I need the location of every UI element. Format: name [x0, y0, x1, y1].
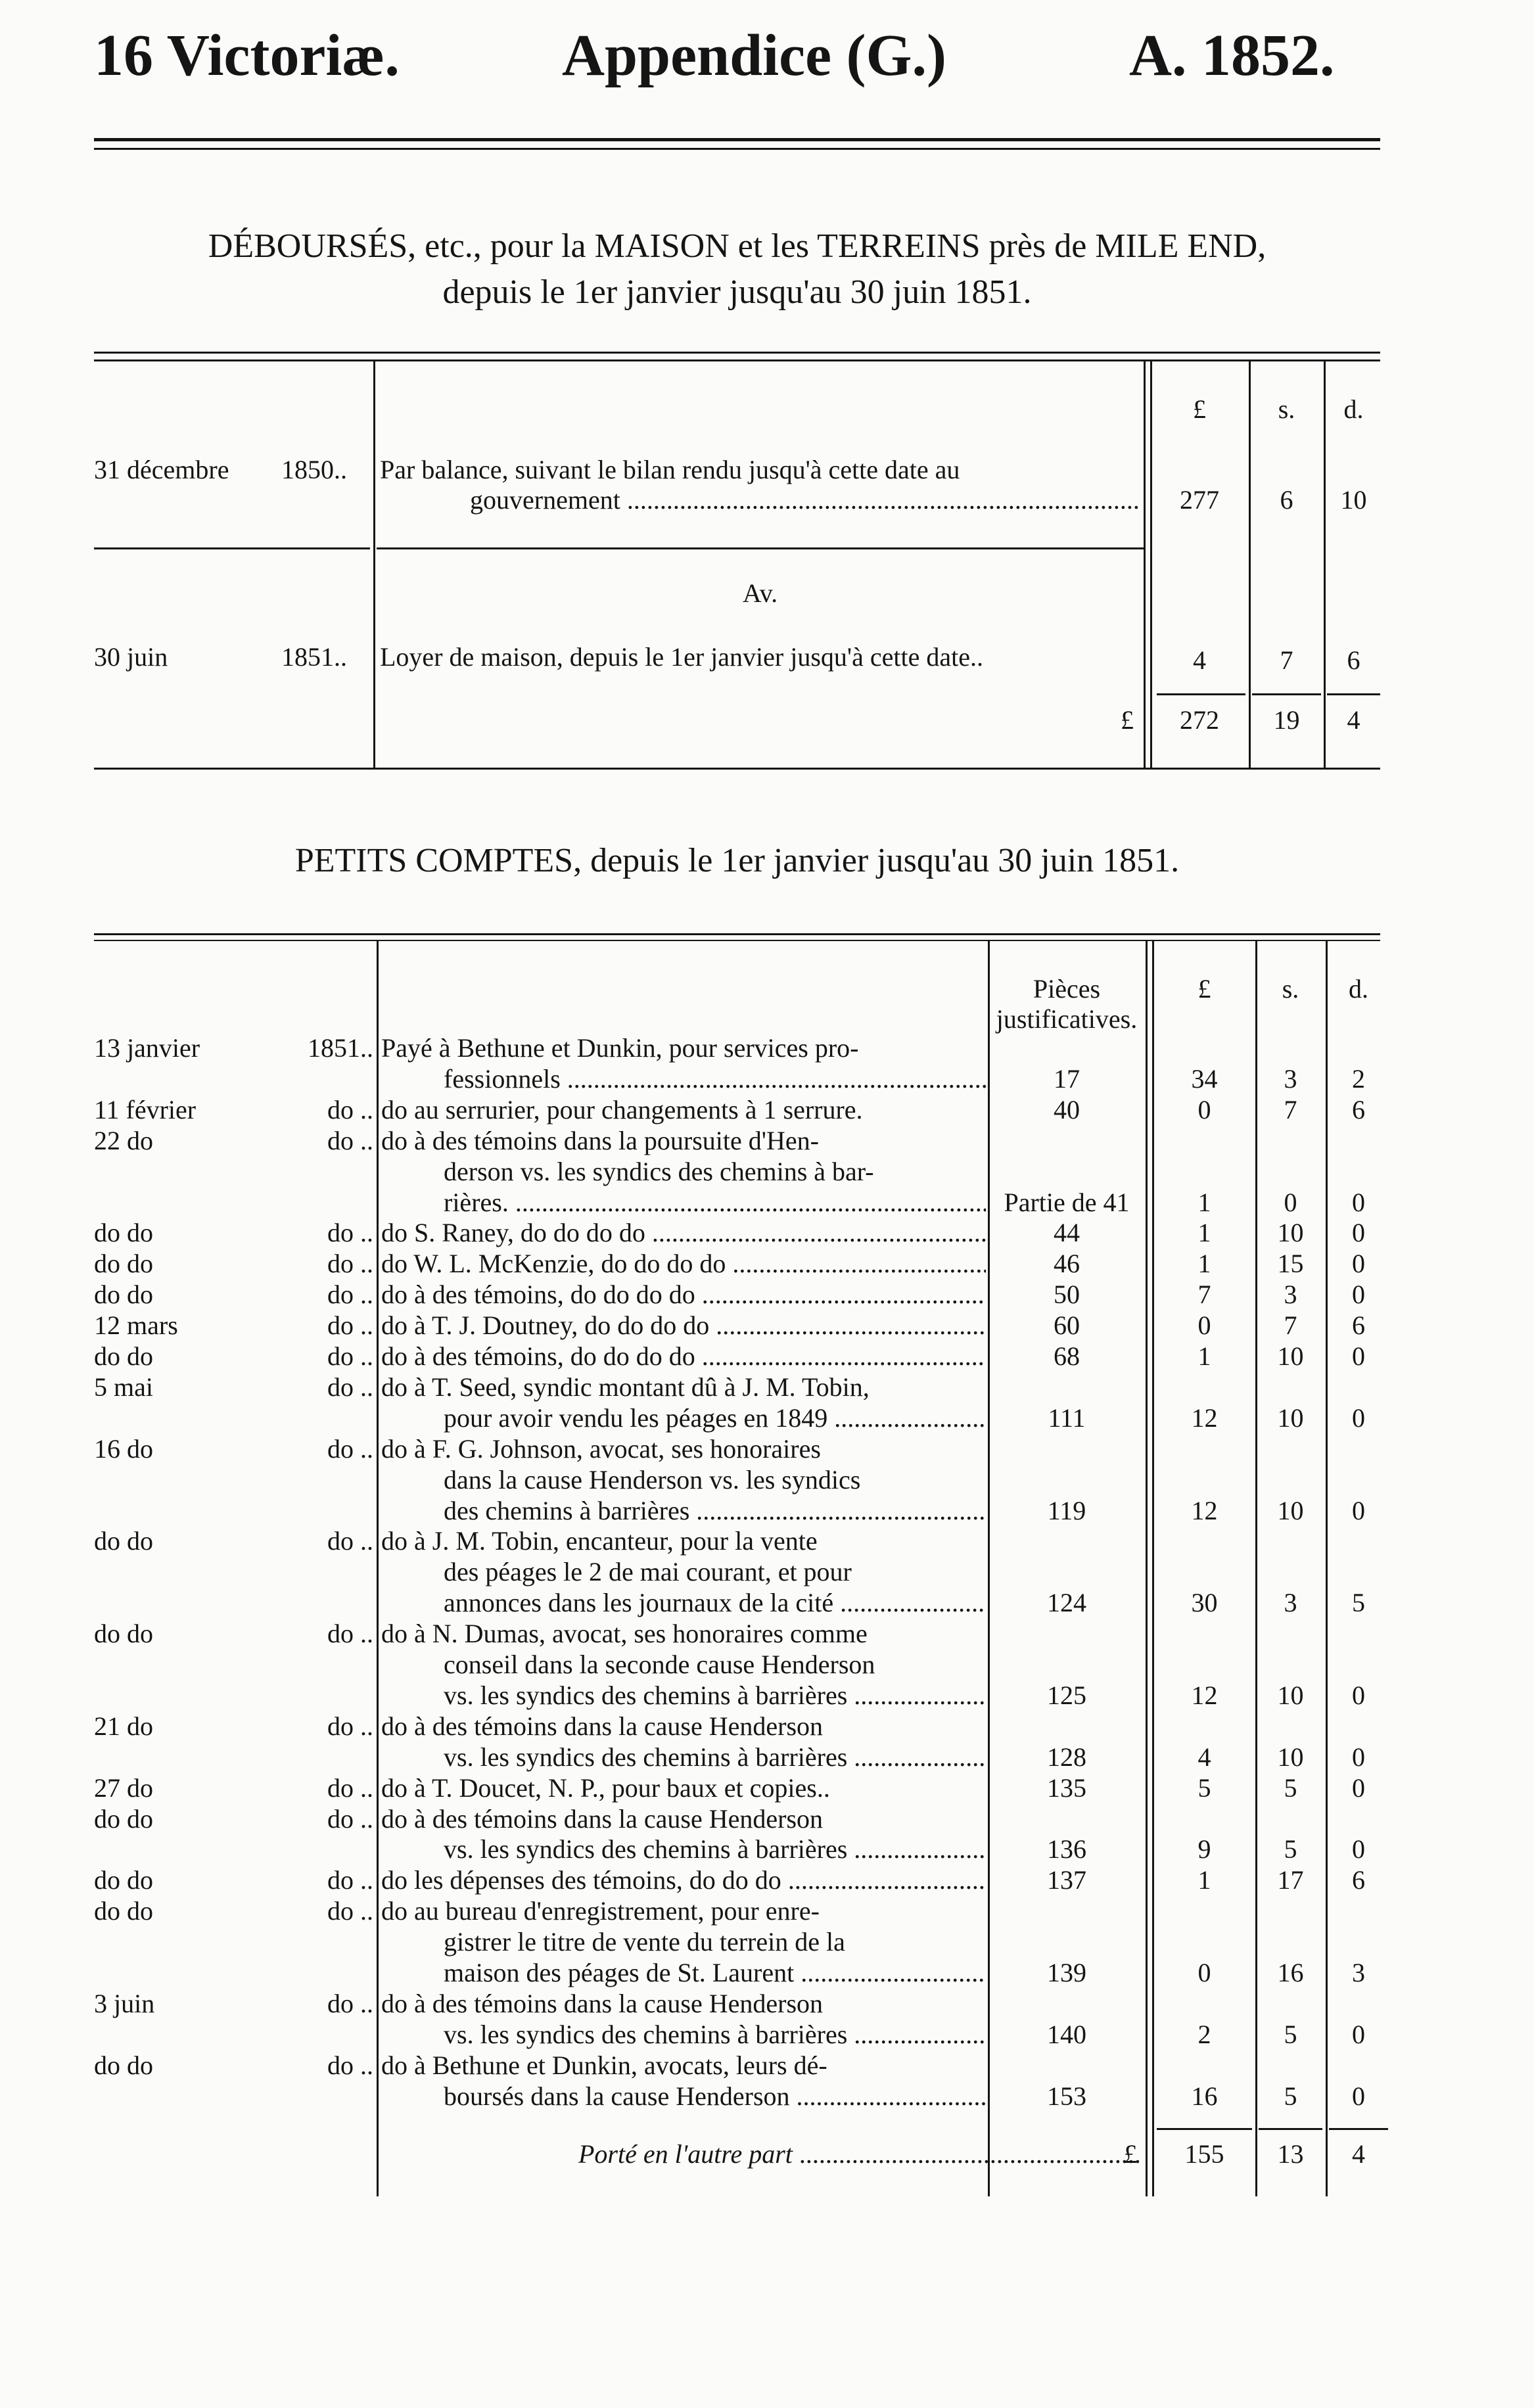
- entry-pound: 1: [1197, 1865, 1211, 1895]
- entry-desc-line: pour avoir vendu les péages en 1849 .....: [444, 1403, 986, 1434]
- sum-line-pound: [1157, 693, 1245, 695]
- row1-date: 31 décembre: [94, 455, 229, 484]
- entry-d: 0: [1352, 1249, 1365, 1279]
- entry-desc-line: do à Bethune et Dunkin, avocats, leurs dé-: [381, 2050, 827, 2080]
- col-pieces-header: Pièces justificatives.: [996, 974, 1138, 1034]
- entry-year: do ..: [327, 1372, 373, 1402]
- total-currency: £: [1121, 705, 1134, 735]
- entry-piece: 124: [1047, 1588, 1086, 1618]
- section2-title: PETITS COMPTES, depuis le 1er janvier jusqu'au 30 juin 1851.: [294, 842, 1180, 879]
- entry-date: do do: [94, 1865, 153, 1895]
- entry-pound: 1: [1197, 1218, 1211, 1248]
- entry-year: do ..: [327, 1865, 373, 1895]
- entry-year: do ..: [327, 2050, 373, 2080]
- entry-pound: 0: [1197, 1094, 1211, 1124]
- entry-pound: 30: [1191, 1588, 1218, 1618]
- entry-s: 5: [1284, 1834, 1297, 1864]
- table1-col-pound: [1249, 361, 1251, 768]
- col2-s-header: s.: [1282, 974, 1299, 1004]
- table2-col-pieces: [1146, 941, 1148, 2196]
- entry-desc-line: do S. Raney, do do do do .....: [381, 1218, 986, 1249]
- entry-date: do do: [94, 2050, 153, 2080]
- entry-date: do do: [94, 1341, 153, 1371]
- entry-year: do ..: [327, 1619, 373, 1649]
- entry-piece: 46: [1054, 1249, 1080, 1279]
- entry-s: 3: [1284, 1588, 1297, 1618]
- entry-desc-line: des péages le 2 de mai courant, et pour: [444, 1557, 852, 1587]
- entry-desc-line: Payé à Bethune et Dunkin, pour services pro-: [381, 1033, 859, 1063]
- entry-desc-line: vs. les syndics des chemins à barrières .....: [444, 1680, 986, 1711]
- entry-year: do ..: [327, 1896, 373, 1926]
- entry-pound: 0: [1197, 1310, 1211, 1341]
- entry-s: 5: [1284, 2081, 1297, 2111]
- total-d: 4: [1347, 705, 1360, 735]
- entry-year: do ..: [327, 1310, 373, 1341]
- entry-pound: 5: [1197, 1772, 1211, 1803]
- entry-d: 2: [1352, 1063, 1365, 1094]
- entry-s: 10: [1277, 1680, 1304, 1710]
- entry-desc-line: des chemins à barrières .....: [444, 1496, 986, 1527]
- sum-line-d: [1327, 693, 1380, 695]
- entry-s: 10: [1277, 1341, 1304, 1371]
- row1-d: 10: [1340, 485, 1367, 515]
- row2-d: 6: [1347, 645, 1360, 675]
- entry-date: 22 do: [94, 1125, 153, 1155]
- entry-d: 3: [1352, 1958, 1365, 1987]
- carried-label: Porté en l'autre part .....: [407, 2139, 1142, 2169]
- entry-date: do do: [94, 1803, 153, 1834]
- row1-desc-cont: gouvernement .....: [470, 485, 1140, 515]
- row2-year: 1851..: [281, 642, 347, 672]
- entry-pound: 7: [1197, 1280, 1211, 1310]
- entry-desc-line: do au serrurier, pour changements à 1 serrure.: [381, 1094, 863, 1124]
- entry-pound: 0: [1197, 1958, 1211, 1987]
- header-center: Appendice (G.): [562, 23, 946, 88]
- carried-d: 4: [1352, 2139, 1365, 2169]
- entry-d: 5: [1352, 1588, 1365, 1618]
- row2-desc: Loyer de maison, depuis le 1er janvier jusqu'à cette date..: [380, 642, 983, 672]
- entry-pound: 12: [1191, 1680, 1218, 1710]
- row1-desc: Par balance, suivant le bilan rendu jusqu'à cette date au: [380, 455, 960, 484]
- entry-s: 10: [1277, 1218, 1304, 1248]
- entry-s: 5: [1284, 2019, 1297, 2049]
- entry-s: 3: [1284, 1280, 1297, 1310]
- entry-d: 0: [1352, 1834, 1365, 1864]
- carried-currency: £: [1124, 2139, 1137, 2169]
- entry-piece: 68: [1054, 1341, 1080, 1371]
- entry-desc-line: gistrer le titre de vente du terrein de la: [444, 1927, 845, 1957]
- row2-pound: 4: [1193, 645, 1206, 675]
- entry-year: do ..: [327, 1526, 373, 1556]
- entry-piece: 135: [1047, 1772, 1086, 1803]
- header-right: A. 1852.: [1129, 23, 1335, 88]
- entry-desc-line: do à T. Seed, syndic montant dû à J. M. Tobin,: [381, 1372, 870, 1402]
- entry-desc-line: do au bureau d'enregistrement, pour enre-: [381, 1896, 820, 1926]
- row1-s: 6: [1280, 485, 1293, 515]
- entry-pound: 9: [1197, 1834, 1211, 1864]
- entry-desc-line: do à des témoins, do do do do .....: [381, 1280, 986, 1310]
- entry-piece: 17: [1054, 1063, 1080, 1094]
- entry-date: 27 do: [94, 1772, 153, 1803]
- entry-desc-line: do à des témoins dans la cause Henderson: [381, 1711, 824, 1741]
- entry-desc-line: do les dépenses des témoins, do do do .....: [381, 1865, 986, 1896]
- row1-pound: 277: [1180, 485, 1219, 515]
- entry-pound: 1: [1197, 1187, 1211, 1217]
- table2-col-desc: [988, 941, 990, 2196]
- table1-row-divider-2: [377, 547, 1144, 549]
- entry-date: do do: [94, 1280, 153, 1310]
- entry-piece: 153: [1047, 2081, 1086, 2111]
- table1-col-desc: [1144, 361, 1146, 768]
- entry-desc-line: do à N. Dumas, avocat, ses honoraires comme: [381, 1619, 868, 1649]
- entry-desc-line: maison des péages de St. Laurent .....: [444, 1958, 986, 1989]
- entry-d: 0: [1352, 1280, 1365, 1310]
- col2-pound-header: £: [1197, 974, 1211, 1004]
- entry-year: do ..: [327, 1711, 373, 1741]
- table2-col-pound: [1255, 941, 1257, 2196]
- entry-desc-line: do à J. M. Tobin, encanteur, pour la vente: [381, 1526, 818, 1556]
- entry-piece: 140: [1047, 2019, 1086, 2049]
- entry-s: 5: [1284, 1772, 1297, 1803]
- col-d-header: d.: [1343, 394, 1364, 424]
- entry-d: 0: [1352, 2019, 1365, 2049]
- entry-year: do ..: [327, 1249, 373, 1279]
- entry-s: 0: [1284, 1187, 1297, 1217]
- entry-piece: 44: [1054, 1218, 1080, 1248]
- entry-year: do ..: [327, 1094, 373, 1124]
- entry-piece: 50: [1054, 1280, 1080, 1310]
- section1-title-line1: DÉBOURSÉS, etc., pour la MAISON et les TERREINS près de MILE END,: [208, 227, 1267, 265]
- entry-piece: 119: [1047, 1495, 1086, 1525]
- entry-d: 0: [1352, 1680, 1365, 1710]
- total-s: 19: [1273, 705, 1300, 735]
- entry-date: 5 mai: [94, 1372, 153, 1402]
- entry-s: 15: [1277, 1249, 1304, 1279]
- entry-desc-line: do à des témoins dans la cause Henderson: [381, 1988, 824, 2018]
- col-pound-header: £: [1193, 394, 1206, 424]
- entry-year: do ..: [327, 1280, 373, 1310]
- entry-year: do ..: [327, 1218, 373, 1248]
- entry-d: 0: [1352, 1341, 1365, 1371]
- entry-d: 0: [1352, 1772, 1365, 1803]
- entry-pound: 12: [1191, 1495, 1218, 1525]
- entry-date: 16 do: [94, 1433, 153, 1464]
- entry-piece: 136: [1047, 1834, 1086, 1864]
- col-s-header: s.: [1278, 394, 1295, 424]
- entry-desc-line: do à des témoins, do do do do .....: [381, 1341, 986, 1372]
- carried-pound: 155: [1184, 2139, 1224, 2169]
- entry-year: do ..: [327, 1433, 373, 1464]
- entry-d: 0: [1352, 1742, 1365, 1772]
- entry-piece: 128: [1047, 1742, 1086, 1772]
- table2-top-rule: [94, 933, 1380, 935]
- table2-top-rule-2: [94, 940, 1380, 941]
- entry-desc-line: dans la cause Henderson vs. les syndics: [444, 1464, 861, 1494]
- entry-pound: 16: [1191, 2081, 1218, 2111]
- entry-piece: 139: [1047, 1958, 1086, 1987]
- table1-col-desc-2: [1150, 361, 1152, 768]
- header-rule-2: [94, 148, 1380, 150]
- entry-desc-line: vs. les syndics des chemins à barrières .....: [444, 1742, 986, 1773]
- entry-desc-line: do à T. J. Doutney, do do do do .....: [381, 1310, 986, 1341]
- entry-desc-line: do à F. G. Johnson, avocat, ses honoraires: [381, 1433, 821, 1464]
- entry-pound: 12: [1191, 1402, 1218, 1433]
- entry-d: 0: [1352, 1402, 1365, 1433]
- entry-piece: Partie de 41: [1004, 1187, 1130, 1217]
- entry-piece: 60: [1054, 1310, 1080, 1341]
- entry-desc-line: do à des témoins dans la cause Henderson: [381, 1803, 824, 1834]
- entry-desc-line: do W. L. McKenzie, do do do do .....: [381, 1249, 986, 1280]
- entry-piece: 125: [1047, 1680, 1086, 1710]
- entry-d: 0: [1352, 1187, 1365, 1217]
- entry-d: 6: [1352, 1310, 1365, 1341]
- table1-top-rule-2: [94, 359, 1380, 361]
- entry-pound: 34: [1191, 1063, 1218, 1094]
- entry-date: 12 mars: [94, 1310, 178, 1341]
- entry-desc-line: boursés dans la cause Henderson .....: [444, 2081, 986, 2112]
- entry-date: do do: [94, 1619, 153, 1649]
- carried-s: 13: [1277, 2139, 1304, 2169]
- table1-row-divider: [94, 547, 370, 549]
- entry-year: do ..: [327, 1125, 373, 1155]
- entry-year: do ..: [327, 1772, 373, 1803]
- table1-top-rule: [94, 352, 1380, 354]
- entry-date: 11 février: [94, 1094, 197, 1124]
- table2-col-s: [1326, 941, 1328, 2196]
- section1-title-line2: depuis le 1er janvier jusqu'au 30 juin 1851.: [442, 273, 1032, 311]
- entry-s: 7: [1284, 1310, 1297, 1341]
- entry-desc-line: vs. les syndics des chemins à barrières .....: [444, 2020, 986, 2050]
- entry-s: 3: [1284, 1063, 1297, 1094]
- entry-year: do ..: [327, 1988, 373, 2018]
- entry-s: 7: [1284, 1094, 1297, 1124]
- col2-d-header: d.: [1349, 974, 1368, 1004]
- entry-date: 13 janvier: [94, 1033, 200, 1063]
- entry-s: 10: [1277, 1402, 1304, 1433]
- entry-date: do do: [94, 1249, 153, 1279]
- total-pound: 272: [1180, 705, 1219, 735]
- entry-date: 21 do: [94, 1711, 153, 1741]
- carry-line-s: [1259, 2128, 1322, 2130]
- entry-pound: 1: [1197, 1249, 1211, 1279]
- entry-piece: 137: [1047, 1865, 1086, 1895]
- entry-year: do ..: [327, 1341, 373, 1371]
- entry-pound: 4: [1197, 1742, 1211, 1772]
- avoir-label: Av.: [742, 578, 778, 608]
- entry-date: 3 juin: [94, 1988, 155, 2018]
- entry-s: 10: [1277, 1742, 1304, 1772]
- entry-s: 10: [1277, 1495, 1304, 1525]
- entry-desc-line: annonces dans les journaux de la cité .....: [444, 1588, 986, 1619]
- entry-desc-line: derson vs. les syndics des chemins à bar-: [444, 1156, 874, 1186]
- entry-piece: 111: [1048, 1402, 1086, 1433]
- entry-desc-line: do à T. Doucet, N. P., pour baux et copies..: [381, 1772, 830, 1803]
- entry-d: 0: [1352, 2081, 1365, 2111]
- entry-desc-line: do à des témoins dans la poursuite d'Hen-: [381, 1125, 819, 1155]
- header-left: 16 Victoriæ.: [94, 23, 400, 88]
- row2-date: 30 juin: [94, 642, 168, 672]
- entry-pound: 1: [1197, 1341, 1211, 1371]
- table1-bottom-rule: [94, 768, 1380, 770]
- entry-date: do do: [94, 1896, 153, 1926]
- carry-line-pound: [1157, 2128, 1252, 2130]
- table2-col-date: [377, 941, 379, 2196]
- row1-year: 1850..: [281, 455, 347, 484]
- entry-pound: 2: [1197, 2019, 1211, 2049]
- entry-desc-line: rières. .....: [444, 1188, 986, 1218]
- sum-line-s: [1252, 693, 1321, 695]
- entry-desc-line: conseil dans la seconde cause Henderson: [444, 1650, 875, 1679]
- table1-col-date: [373, 361, 375, 768]
- entry-year: do ..: [327, 1803, 373, 1834]
- entry-date: do do: [94, 1526, 153, 1556]
- table1-col-s: [1324, 361, 1326, 768]
- entry-s: 16: [1277, 1958, 1304, 1987]
- header-rule: [94, 138, 1380, 141]
- entry-d: 6: [1352, 1094, 1365, 1124]
- entry-date: do do: [94, 1218, 153, 1248]
- carry-line-d: [1329, 2128, 1388, 2130]
- entry-s: 17: [1277, 1865, 1304, 1895]
- entry-piece: 40: [1054, 1094, 1080, 1124]
- entry-desc-line: vs. les syndics des chemins à barrières .....: [444, 1834, 986, 1865]
- entry-d: 0: [1352, 1218, 1365, 1248]
- table2-col-pieces-2: [1152, 941, 1154, 2196]
- entry-d: 6: [1352, 1865, 1365, 1895]
- entry-d: 0: [1352, 1495, 1365, 1525]
- entry-year: 1851..: [308, 1033, 373, 1063]
- row2-s: 7: [1280, 645, 1293, 675]
- entry-desc-line: fessionnels .....: [444, 1064, 986, 1095]
